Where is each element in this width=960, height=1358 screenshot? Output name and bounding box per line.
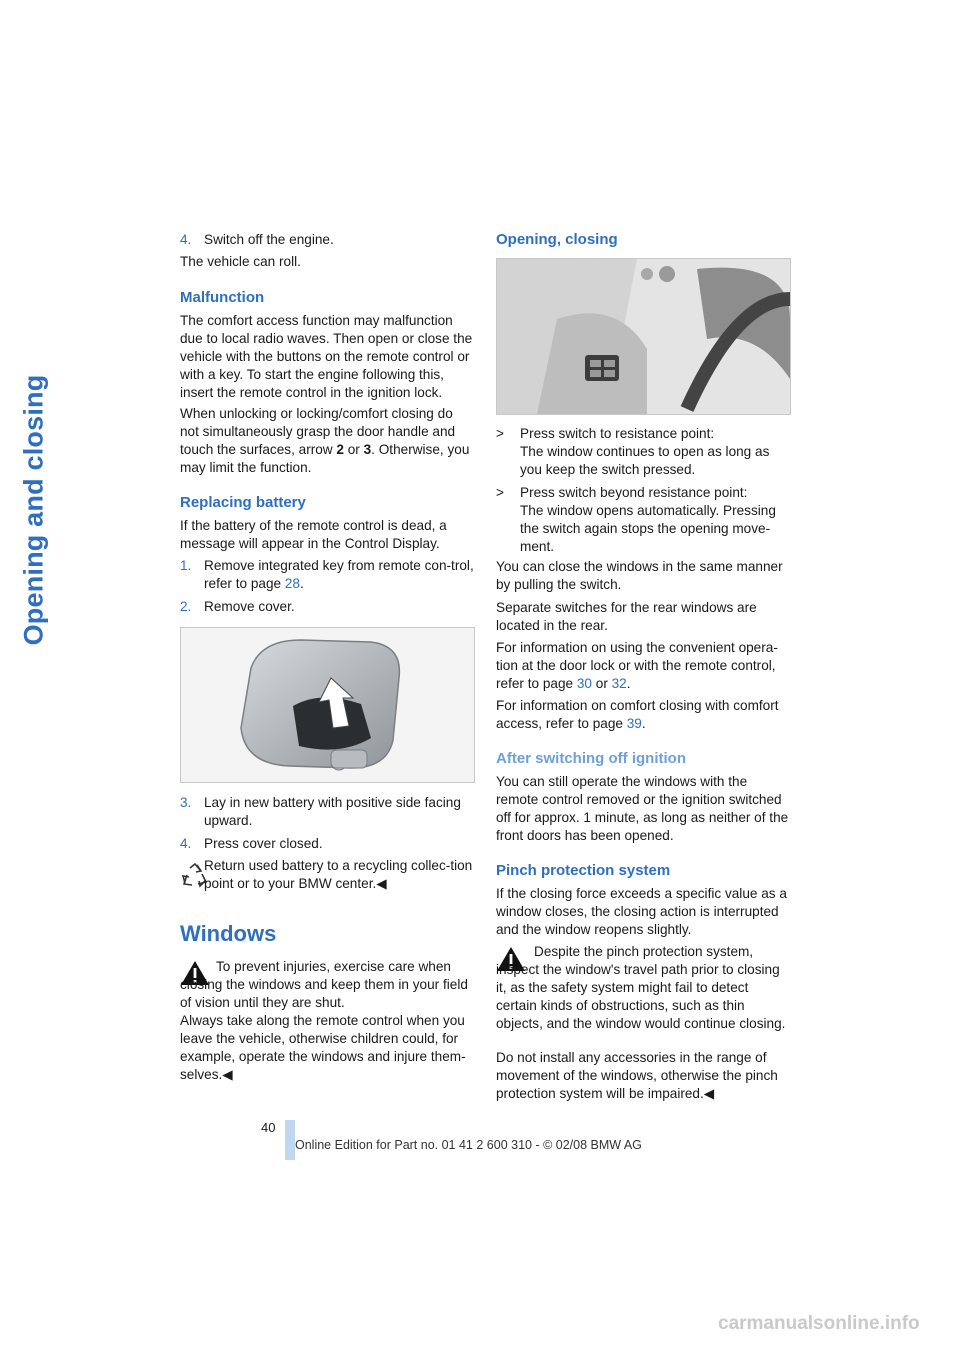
close-windows-paragraph: You can close the windows in the same manner by pulling the switch. <box>496 559 783 592</box>
battery-step-4: 4. Press cover closed. <box>180 836 323 851</box>
remote-key-illustration <box>181 628 474 782</box>
page-link-28[interactable]: 28 <box>284 576 300 591</box>
roll-note: The vehicle can roll. <box>180 254 301 269</box>
bullet-resistance-point: > Press switch to resistance point: The window continues to open as long as you keep the switch pressed. <box>496 426 770 477</box>
watermark: carmanualsonline.info <box>718 1313 920 1334</box>
bullet-beyond-resistance: > Press switch beyond resistance point: The window opens automatically. Pressing the switch again stops the opening move-ment. <box>496 485 776 554</box>
page-link-32[interactable]: 32 <box>611 676 627 691</box>
page-number: 40 <box>261 1120 276 1135</box>
opening-closing-heading: Opening, closing <box>496 231 618 248</box>
step-switch-off-engine: 4. Switch off the engine. <box>180 232 334 247</box>
footer-edition-text: Online Edition for Part no. 01 41 2 600 310 - © 02/08 BMW AG <box>295 1138 642 1152</box>
comfort-closing-paragraph: For information on comfort closing with comfort access, refer to page 39. <box>496 698 779 731</box>
page-link-39[interactable]: 39 <box>626 716 642 731</box>
page-link-30[interactable]: 30 <box>576 676 592 691</box>
window-switch-image <box>496 258 791 415</box>
remote-key-battery-image <box>180 627 475 783</box>
pinch-protection-heading: Pinch protection system <box>496 862 671 879</box>
malfunction-paragraph-2: When unlocking or locking/comfort closing do not simultaneously grasp the door handle and touch the surfaces, arrow 2 or 3. Otherwise, you may limit the function. <box>180 406 470 475</box>
pinch-warning-text: Despite the pinch protection system, inspect the window's travel path prior to closing it, as the safety system might fail to detect certain kinds of obstructions, such as thin objects, and the window would continue closing. <box>496 944 786 1031</box>
malfunction-paragraph-1: The comfort access function may malfunction due to local radio waves. Then open or close the vehicle with the buttons on the remote control or with a key. To start the engine following this, insert the remote control in the ignition lock. <box>180 313 473 400</box>
side-section-title: Opening and closing <box>18 374 49 646</box>
after-ignition-paragraph: You can still operate the windows with the remote control removed or the ignition switched off for approx. 1 minute, as long as neither of the front doors has been opened. <box>496 774 789 843</box>
battery-step-1: 1. Remove integrated key from remote con-trol, refer to page 28. <box>180 558 474 591</box>
battery-step-3: 3. Lay in new battery with positive side facing upward. <box>180 795 461 828</box>
windows-warning-text: To prevent injuries, exercise care when closing the windows and keep them in your field of vision until they are shut. <box>180 959 468 1010</box>
rear-switches-paragraph: Separate switches for the rear windows are located in the rear. <box>496 600 757 633</box>
windows-warning-text-2: Always take along the remote control when you leave the vehicle, otherwise children could, for example, operate the windows and injure them-selves.◀ <box>180 1013 466 1082</box>
windows-heading: Windows <box>180 921 277 946</box>
battery-step-2: 2. Remove cover. <box>180 599 295 614</box>
replacing-battery-heading: Replacing battery <box>180 494 306 511</box>
malfunction-heading: Malfunction <box>180 289 265 306</box>
footer-accent-bar <box>285 1120 295 1160</box>
pinch-protection-paragraph: If the closing force exceeds a specific value as a window closes, the closing action is interrupted and the window reopens slightly. <box>496 886 787 937</box>
battery-intro: If the battery of the remote control is dead, a message will appear in the Control Display. <box>180 518 447 551</box>
recycle-note: Return used battery to a recycling collec-tion point or to your BMW center.◀ <box>204 858 473 891</box>
window-switch-illustration <box>497 259 790 414</box>
after-ignition-heading: After switching off ignition <box>496 750 686 767</box>
convenient-operation-paragraph: For information on using the convenient opera-tion at the door lock or with the remote control, refer to page 30 or 32. <box>496 640 778 691</box>
pinch-warning-text-2: Do not install any accessories in the range of movement of the windows, otherwise the pinch protection system will be impaired.◀ <box>496 1050 778 1101</box>
